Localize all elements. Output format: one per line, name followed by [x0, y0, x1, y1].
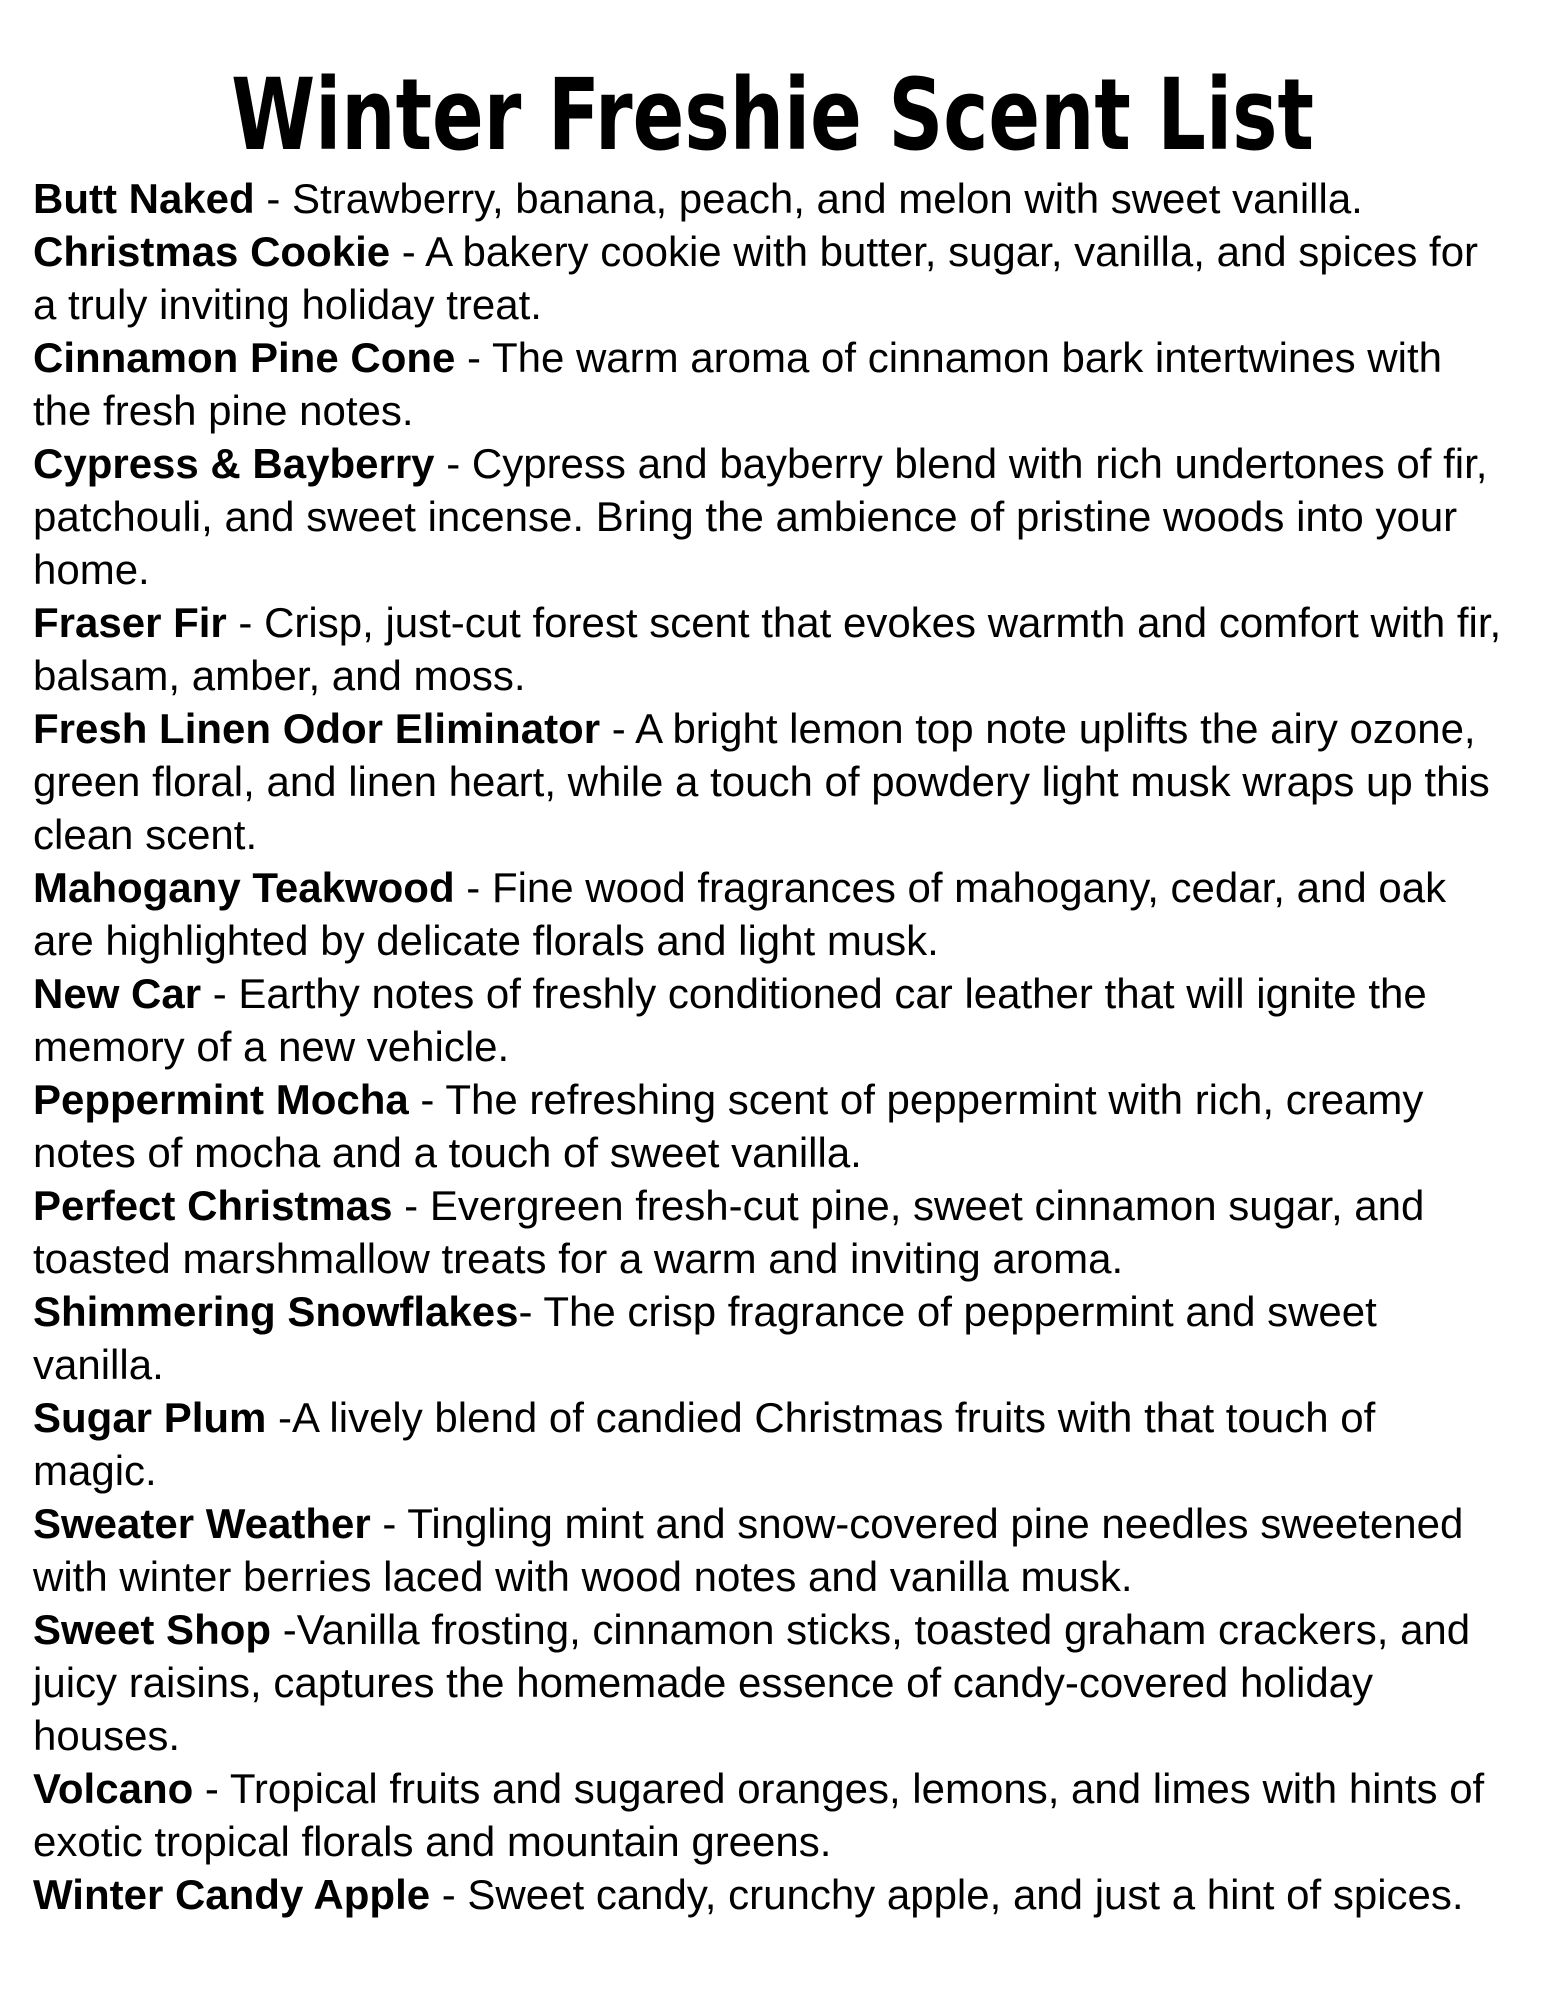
scent-separator: - — [434, 440, 472, 487]
scent-description: Vanilla frosting, cinnamon sticks, toasted graham crackers, and juicy raisins, captures the homemade essence of candy-covered holiday houses. — [33, 1606, 1482, 1759]
scent-name: Winter Candy Apple — [33, 1871, 431, 1918]
scent-name: Fraser Fir — [33, 599, 227, 646]
scent-description: Earthy notes of freshly conditioned car leather that will ignite the memory of a new vehicle. — [33, 970, 1439, 1070]
page-title — [178, 58, 1368, 173]
scent-entry — [33, 225, 1503, 331]
scent-name: Mahogany Teakwood — [33, 864, 455, 911]
scent-description: The refreshing scent of peppermint with rich, creamy notes of mocha and a touch of sweet vanilla. — [33, 1076, 1436, 1176]
scent-description: Cypress and bayberry blend with rich undertones of fir, patchouli, and sweet incense. Bring the ambience of pristine woods into your home. — [33, 440, 1500, 593]
scent-entry — [33, 1391, 1503, 1497]
scent-name: Butt Naked — [33, 175, 255, 222]
scent-name: Perfect Christmas — [33, 1182, 393, 1229]
scent-entry — [33, 437, 1503, 596]
scent-description: Evergreen fresh-cut pine, sweet cinnamon sugar, and toasted marshmallow treats for a warm and inviting aroma. — [33, 1182, 1437, 1282]
scent-separator: - — [226, 599, 265, 646]
scent-separator: - — [518, 1288, 544, 1335]
scent-separator: - — [408, 1076, 446, 1123]
page-title-text: Winter Freshie Scent List — [231, 58, 1314, 173]
scent-description: Tropical fruits and sugared oranges, lemons, and limes with hints of exotic tropical florals and mountain greens. — [33, 1765, 1496, 1865]
scent-entry — [33, 1868, 1503, 1921]
scent-description: A bright lemon top note uplifts the airy ozone, green floral, and linen heart, while a touch of powdery light musk wraps up this clean scent. — [33, 705, 1502, 858]
scent-description: A lively blend of candied Christmas fruits with that touch of magic. — [33, 1394, 1387, 1494]
scent-entry — [33, 702, 1503, 861]
scent-separator: - — [266, 1394, 293, 1441]
scent-name: Cinnamon Pine Cone — [33, 334, 456, 381]
scent-separator: - — [392, 1182, 430, 1229]
scent-entry — [33, 596, 1513, 702]
scent-separator: - — [254, 175, 293, 222]
scent-description: Crisp, just-cut forest scent that evokes warmth and comfort with fir, balsam, amber, and moss. — [33, 599, 1513, 699]
scent-separator: - — [600, 705, 636, 752]
scent-name: Christmas Cookie — [33, 228, 391, 275]
scent-entry — [33, 1285, 1503, 1391]
scent-entry — [33, 1762, 1503, 1868]
scent-entry — [33, 1603, 1503, 1762]
scent-list — [33, 172, 1513, 1921]
scent-name: Volcano — [33, 1765, 194, 1812]
scent-description: Strawberry, banana, peach, and melon with sweet vanilla. — [292, 175, 1363, 222]
scent-description: The warm aroma of cinnamon bark intertwines with the fresh pine notes. — [33, 334, 1454, 434]
scent-name: Shimmering Snowflakes — [33, 1288, 519, 1335]
scent-entry — [33, 172, 1503, 225]
scent-entry — [33, 1073, 1503, 1179]
scent-separator: - — [390, 228, 426, 275]
scent-entry — [33, 331, 1503, 437]
scent-description: Tingling mint and snow-covered pine needles sweetened with winter berries laced with wood notes and vanilla musk. — [33, 1500, 1476, 1600]
scent-name: Sweet Shop — [33, 1606, 272, 1653]
scent-separator: - — [193, 1765, 230, 1812]
scent-name: New Car — [33, 970, 202, 1017]
scent-separator: - — [201, 970, 239, 1017]
scent-name: Sweater Weather — [33, 1500, 371, 1547]
scent-entry — [33, 1179, 1503, 1285]
scent-name: Cypress & Bayberry — [33, 440, 435, 487]
scent-separator: - — [454, 864, 492, 911]
scent-name: Sugar Plum — [33, 1394, 267, 1441]
scent-separator: - — [430, 1871, 468, 1918]
scent-entry — [33, 861, 1503, 967]
scent-name: Peppermint Mocha — [33, 1076, 409, 1123]
scent-description: Sweet candy, crunchy apple, and just a hint of spices. — [467, 1871, 1464, 1918]
scent-entry — [33, 967, 1503, 1073]
scent-entry — [33, 1497, 1503, 1603]
scent-description: The crisp fragrance of peppermint and sweet vanilla. — [33, 1288, 1389, 1388]
scent-description: Fine wood fragrances of mahogany, cedar, and oak are highlighted by delicate florals and light musk. — [33, 864, 1458, 964]
scent-separator: - — [370, 1500, 408, 1547]
scent-name: Fresh Linen Odor Eliminator — [33, 705, 601, 752]
scent-separator: - — [455, 334, 492, 381]
scent-description: A bakery cookie with butter, sugar, vanilla, and spices for a truly inviting holiday treat. — [33, 228, 1490, 328]
scent-separator: - — [271, 1606, 297, 1653]
